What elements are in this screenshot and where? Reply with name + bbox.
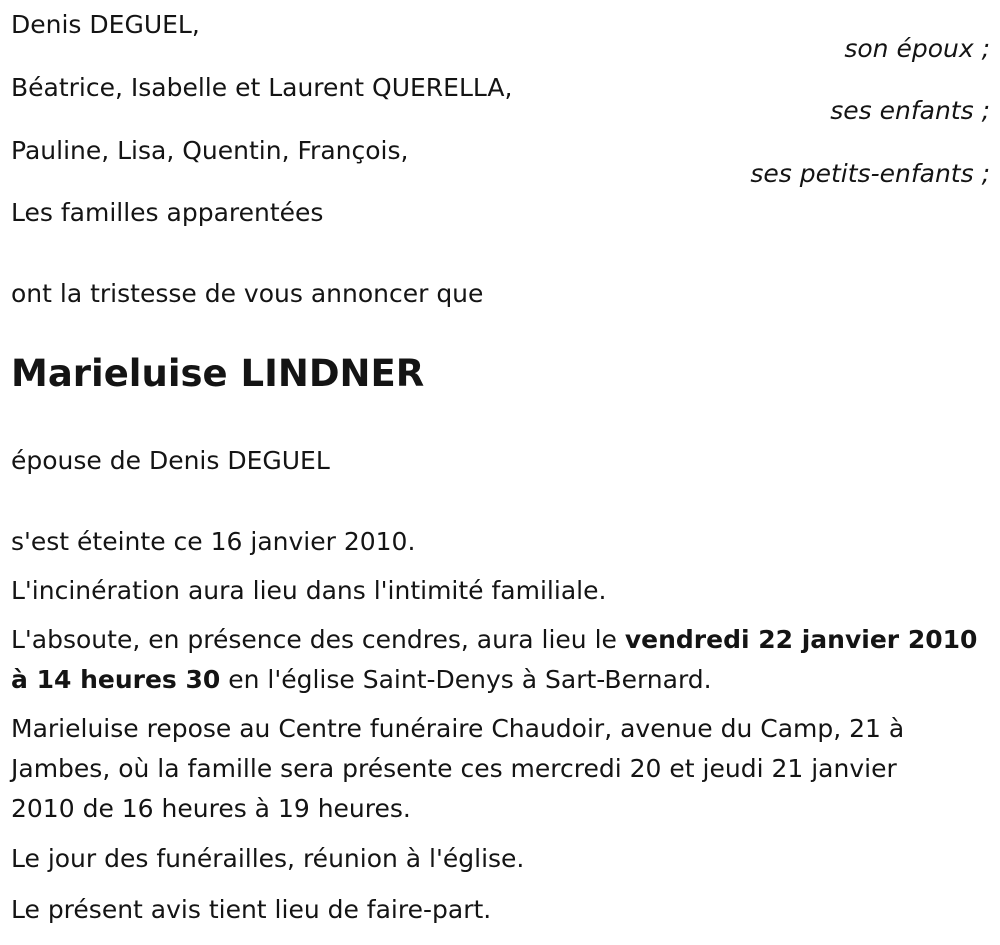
rest-line-2: Jambes, où la famille sera présente ces mercredi 20 et jeudi 21 janvier [11,754,897,783]
ceremony-time: à 14 heures 30 [11,665,221,694]
ceremony-paragraph [11,620,996,700]
meeting-line: Le jour des funérailles, réunion à l'église. [11,844,525,873]
ceremony-suffix: en l'église Saint-Denys à Sart-Bernard. [220,665,712,694]
ceremony-prefix: L'absoute, en présence des cendres, aura lieu le [11,625,625,654]
closing-line: Le présent avis tient lieu de faire-part. [11,895,492,924]
family-role-2: ses enfants ; [830,96,990,125]
cremation-line: L'incinération aura lieu dans l'intimité familiale. [11,576,607,605]
family-name-4: Les familles apparentées [11,198,324,227]
ceremony-date: vendredi 22 janvier 2010 [624,625,978,654]
family-role-1: son époux ; [844,34,990,63]
rest-paragraph [11,709,996,829]
death-line: s'est éteinte ce 16 janvier 2010. [11,527,416,556]
family-name-2: Béatrice, Isabelle et Laurent QUERELLA, [11,73,513,102]
deceased-name: Marieluise LINDNER [11,352,425,395]
rest-line-3: 2010 de 16 heures à 19 heures. [11,794,411,823]
family-role-3: ses petits-enfants ; [750,159,990,188]
family-name-3: Pauline, Lisa, Quentin, François, [11,136,409,165]
announcement-text: ont la tristesse de vous annoncer que [11,279,484,308]
family-name-1: Denis DEGUEL, [11,10,200,39]
spouse-line: épouse de Denis DEGUEL [11,446,330,475]
rest-line-1: Marieluise repose au Centre funéraire Chaudoir, avenue du Camp, 21 à [11,714,905,743]
